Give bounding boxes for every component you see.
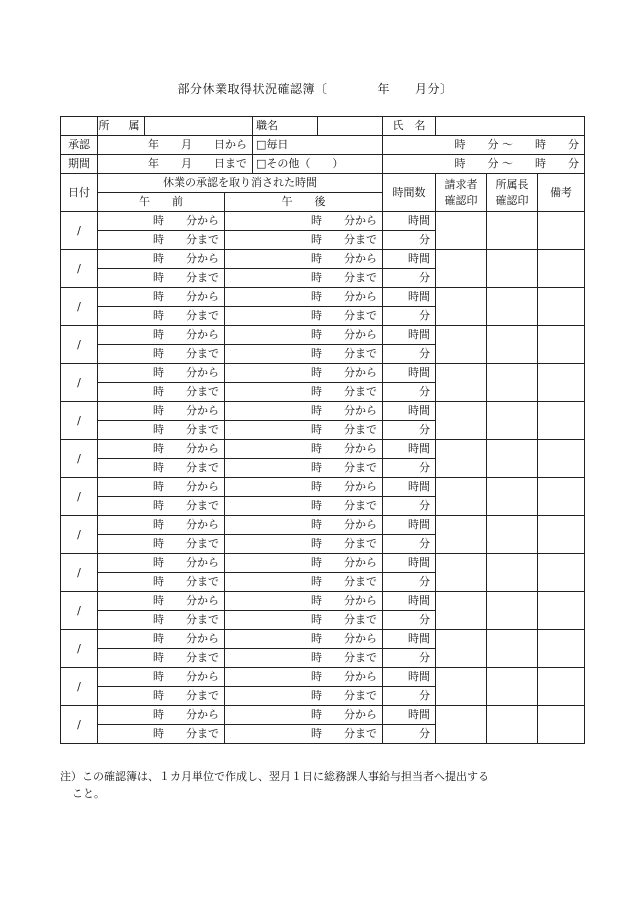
pm-from-cell[interactable]: 時 分から: [225, 364, 383, 383]
table-row: [61, 668, 585, 687]
table-row: [61, 250, 585, 269]
hours-cell[interactable]: 時間: [383, 706, 436, 725]
remarks-cell[interactable]: [538, 440, 585, 478]
hours-cell[interactable]: 時間: [383, 668, 436, 687]
chief-seal-cell[interactable]: [487, 554, 538, 592]
am-from-cell[interactable]: 時 分から: [98, 250, 225, 269]
remarks-cell[interactable]: [538, 516, 585, 554]
shokumei-label: 職名: [253, 117, 318, 136]
date-cell[interactable]: /: [61, 402, 98, 440]
am-to-cell[interactable]: 時 分まで: [98, 535, 225, 554]
am-to-cell[interactable]: 時 分まで: [98, 421, 225, 440]
cancelled-time-header: 休業の承認を取り消された時間: [98, 174, 383, 193]
date-cell[interactable]: /: [61, 288, 98, 326]
chief-seal-label: 確認印: [495, 193, 529, 207]
minutes-cell[interactable]: 分: [383, 269, 436, 288]
chief-seal-cell[interactable]: [487, 250, 538, 288]
pm-to-cell[interactable]: 時 分まで: [225, 573, 383, 592]
approval-row-1: [61, 136, 585, 155]
approval-from[interactable]: 年 月 日から: [98, 136, 253, 155]
approval-label-2: 期間: [61, 155, 98, 174]
pm-to-cell[interactable]: 時 分まで: [225, 649, 383, 668]
date-cell[interactable]: /: [61, 668, 98, 706]
minutes-cell[interactable]: 分: [383, 231, 436, 250]
pm-to-cell[interactable]: 時 分まで: [225, 269, 383, 288]
am-from-cell[interactable]: 時 分から: [98, 326, 225, 345]
am-from-cell[interactable]: 時 分から: [98, 706, 225, 725]
approval-to[interactable]: 年 月 日まで: [98, 155, 253, 174]
hours-cell[interactable]: 時間: [383, 288, 436, 307]
requester-seal-cell[interactable]: [436, 364, 487, 402]
table-row: [61, 478, 585, 497]
pm-to-cell[interactable]: 時 分まで: [225, 497, 383, 516]
chief-seal-cell[interactable]: [487, 478, 538, 516]
am-from-cell[interactable]: 時 分から: [98, 630, 225, 649]
date-cell[interactable]: /: [61, 364, 98, 402]
am-from-cell[interactable]: 時 分から: [98, 440, 225, 459]
am-from-cell[interactable]: 時 分から: [98, 288, 225, 307]
table-row: [61, 592, 585, 611]
table-row: [61, 326, 585, 345]
table-row: [61, 516, 585, 535]
am-to-cell[interactable]: 時 分まで: [98, 611, 225, 630]
am-to-cell[interactable]: 時 分まで: [98, 269, 225, 288]
date-cell[interactable]: /: [61, 440, 98, 478]
pm-from-cell[interactable]: 時 分から: [225, 478, 383, 497]
hours-cell[interactable]: 時間: [383, 364, 436, 383]
am-to-cell[interactable]: 時 分まで: [98, 383, 225, 402]
am-from-cell[interactable]: 時 分から: [98, 592, 225, 611]
footnote-line-2: こと。: [72, 787, 105, 800]
table-row: [61, 554, 585, 573]
pm-to-cell[interactable]: 時 分まで: [225, 687, 383, 706]
minutes-cell[interactable]: 分: [383, 383, 436, 402]
table-row: [61, 706, 585, 725]
requester-seal-cell[interactable]: [436, 592, 487, 630]
remarks-cell[interactable]: [538, 478, 585, 516]
hours-cell[interactable]: 時間: [383, 554, 436, 573]
chief-label: 所属長: [495, 177, 529, 191]
remarks-header: 備考: [538, 174, 585, 212]
table-row: [61, 212, 585, 231]
requester-seal-cell[interactable]: [436, 516, 487, 554]
blank-cell: [61, 117, 98, 136]
date-cell[interactable]: /: [61, 478, 98, 516]
requester-seal-cell[interactable]: [436, 326, 487, 364]
chief-seal-cell[interactable]: [487, 288, 538, 326]
chief-seal-header: [487, 174, 538, 212]
chief-seal-cell[interactable]: [487, 706, 538, 744]
chief-seal-cell[interactable]: [487, 668, 538, 706]
hours-cell[interactable]: 時間: [383, 592, 436, 611]
am-from-cell[interactable]: 時 分から: [98, 364, 225, 383]
requester-seal-cell[interactable]: [436, 478, 487, 516]
requester-seal-header: [436, 174, 487, 212]
requester-seal-cell[interactable]: [436, 630, 487, 668]
chief-seal-cell[interactable]: [487, 440, 538, 478]
table-row: [61, 440, 585, 459]
pm-to-cell[interactable]: 時 分まで: [225, 231, 383, 250]
am-from-cell[interactable]: 時 分から: [98, 516, 225, 535]
am-to-cell[interactable]: 時 分まで: [98, 687, 225, 706]
pm-from-cell[interactable]: 時 分から: [225, 592, 383, 611]
hours-cell[interactable]: 時間: [383, 402, 436, 421]
pm-to-cell[interactable]: 時 分まで: [225, 459, 383, 478]
remarks-cell[interactable]: [538, 630, 585, 668]
pm-to-cell[interactable]: 時 分まで: [225, 611, 383, 630]
hours-cell[interactable]: 時間: [383, 326, 436, 345]
date-header: 日付: [61, 174, 98, 212]
approval-label-1: 承認: [61, 136, 98, 155]
chief-seal-cell[interactable]: [487, 402, 538, 440]
chief-seal-cell[interactable]: [487, 592, 538, 630]
am-to-cell[interactable]: 時 分まで: [98, 649, 225, 668]
requester-seal-label: 確認印: [444, 193, 478, 207]
remarks-cell[interactable]: [538, 402, 585, 440]
am-from-cell[interactable]: 時 分から: [98, 478, 225, 497]
pm-to-cell[interactable]: 時 分まで: [225, 345, 383, 364]
pm-to-cell[interactable]: 時 分まで: [225, 535, 383, 554]
footnote: [60, 768, 560, 802]
requester-seal-cell[interactable]: [436, 250, 487, 288]
pm-to-cell[interactable]: 時 分まで: [225, 421, 383, 440]
chief-seal-cell[interactable]: [487, 212, 538, 250]
hours-cell[interactable]: 時間: [383, 516, 436, 535]
pm-from-cell[interactable]: 時 分から: [225, 516, 383, 535]
pm-from-cell[interactable]: 時 分から: [225, 402, 383, 421]
am-to-cell[interactable]: 時 分まで: [98, 573, 225, 592]
pm-to-cell[interactable]: 時 分まで: [225, 725, 383, 744]
minutes-cell[interactable]: 分: [383, 421, 436, 440]
requester-seal-cell[interactable]: [436, 402, 487, 440]
shozoku-label: 所 属: [98, 117, 145, 136]
chief-seal-cell[interactable]: [487, 516, 538, 554]
date-cell[interactable]: /: [61, 554, 98, 592]
option-daily[interactable]: □毎日: [253, 136, 383, 155]
hours-cell[interactable]: 時間: [383, 212, 436, 231]
remarks-cell[interactable]: [538, 212, 585, 250]
date-cell[interactable]: /: [61, 250, 98, 288]
shimei-label: 氏 名: [383, 117, 436, 136]
remarks-cell[interactable]: [538, 554, 585, 592]
pm-from-cell[interactable]: 時 分から: [225, 554, 383, 573]
minutes-cell[interactable]: 分: [383, 459, 436, 478]
remarks-cell[interactable]: [538, 668, 585, 706]
requester-label: 請求者: [444, 177, 478, 191]
footnote-line-1: 注）この確認簿は、１カ月単位で作成し、翌月１日に総務課人事給与担当者へ提出する: [60, 770, 489, 783]
minutes-cell[interactable]: 分: [383, 535, 436, 554]
date-cell[interactable]: /: [61, 516, 98, 554]
remarks-cell[interactable]: [538, 706, 585, 744]
chief-seal-cell[interactable]: [487, 326, 538, 364]
header-row: [61, 117, 585, 136]
am-from-cell[interactable]: 時 分から: [98, 668, 225, 687]
minutes-cell[interactable]: 分: [383, 725, 436, 744]
pm-from-cell[interactable]: 時 分から: [225, 706, 383, 725]
chief-seal-cell[interactable]: [487, 364, 538, 402]
option-other[interactable]: □その他（ ）: [253, 155, 383, 174]
pm-to-cell[interactable]: 時 分まで: [225, 307, 383, 326]
remarks-cell[interactable]: [538, 326, 585, 364]
am-header: 午 前: [98, 193, 225, 212]
date-cell[interactable]: /: [61, 630, 98, 668]
column-header-row-1: [61, 174, 585, 193]
hours-header: 時間数: [383, 174, 436, 212]
hours-cell[interactable]: 時間: [383, 478, 436, 497]
pm-from-cell[interactable]: 時 分から: [225, 326, 383, 345]
am-to-cell[interactable]: 時 分まで: [98, 459, 225, 478]
minutes-cell[interactable]: 分: [383, 611, 436, 630]
remarks-cell[interactable]: [538, 592, 585, 630]
requester-seal-cell[interactable]: [436, 668, 487, 706]
am-from-cell[interactable]: 時 分から: [98, 212, 225, 231]
hours-cell[interactable]: 時間: [383, 250, 436, 269]
pm-header: 午 後: [225, 193, 383, 212]
confirmation-form-table: [60, 116, 585, 744]
pm-to-cell[interactable]: 時 分まで: [225, 383, 383, 402]
table-row: [61, 630, 585, 649]
shozoku-value[interactable]: [145, 117, 253, 136]
requester-seal-cell[interactable]: [436, 288, 487, 326]
document-title: 部分休業取得状況確認簿〔 年 月分〕: [177, 82, 453, 96]
remarks-cell[interactable]: [538, 288, 585, 326]
date-cell[interactable]: /: [61, 212, 98, 250]
am-to-cell[interactable]: 時 分まで: [98, 307, 225, 326]
am-to-cell[interactable]: 時 分まで: [98, 725, 225, 744]
date-cell[interactable]: /: [61, 706, 98, 744]
remarks-cell[interactable]: [538, 250, 585, 288]
minutes-cell[interactable]: 分: [383, 573, 436, 592]
minutes-cell[interactable]: 分: [383, 687, 436, 706]
approval-time-1[interactable]: 時 分 ～ 時 分: [383, 136, 585, 155]
shimei-value[interactable]: [436, 117, 585, 136]
minutes-cell[interactable]: 分: [383, 345, 436, 364]
am-to-cell[interactable]: 時 分まで: [98, 497, 225, 516]
remarks-cell[interactable]: [538, 364, 585, 402]
requester-seal-cell[interactable]: [436, 440, 487, 478]
table-row: [61, 402, 585, 421]
pm-from-cell[interactable]: 時 分から: [225, 212, 383, 231]
am-from-cell[interactable]: 時 分から: [98, 554, 225, 573]
pm-from-cell[interactable]: 時 分から: [225, 630, 383, 649]
am-from-cell[interactable]: 時 分から: [98, 402, 225, 421]
minutes-cell[interactable]: 分: [383, 307, 436, 326]
approval-row-2: [61, 155, 585, 174]
minutes-cell[interactable]: 分: [383, 649, 436, 668]
requester-seal-cell[interactable]: [436, 212, 487, 250]
approval-time-2[interactable]: 時 分 ～ 時 分: [383, 155, 585, 174]
am-to-cell[interactable]: 時 分まで: [98, 231, 225, 250]
chief-seal-cell[interactable]: [487, 630, 538, 668]
requester-seal-cell[interactable]: [436, 706, 487, 744]
table-row: [61, 364, 585, 383]
table-row: [61, 288, 585, 307]
pm-from-cell[interactable]: 時 分から: [225, 440, 383, 459]
am-to-cell[interactable]: 時 分まで: [98, 345, 225, 364]
pm-from-cell[interactable]: 時 分から: [225, 668, 383, 687]
shokumei-value[interactable]: [318, 117, 383, 136]
hours-cell[interactable]: 時間: [383, 440, 436, 459]
requester-seal-cell[interactable]: [436, 554, 487, 592]
pm-from-cell[interactable]: 時 分から: [225, 250, 383, 269]
date-cell[interactable]: /: [61, 592, 98, 630]
minutes-cell[interactable]: 分: [383, 497, 436, 516]
hours-cell[interactable]: 時間: [383, 630, 436, 649]
pm-from-cell[interactable]: 時 分から: [225, 288, 383, 307]
date-cell[interactable]: /: [61, 326, 98, 364]
